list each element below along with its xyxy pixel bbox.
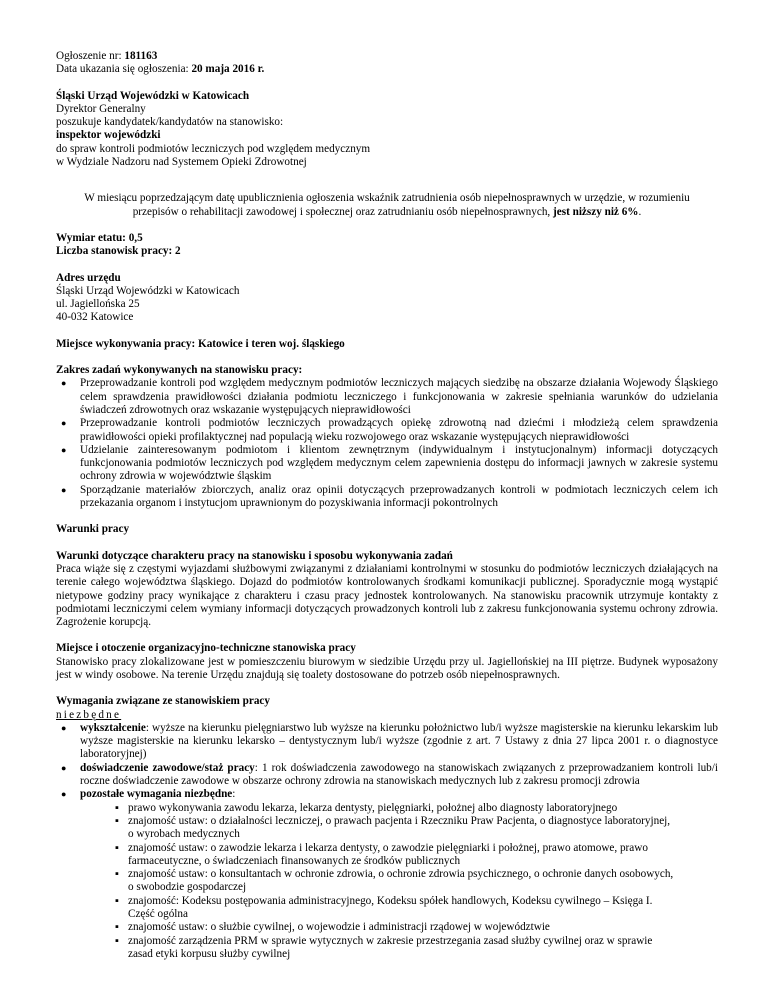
requirement-other: ● pozostałe wymagania niezbędne: ▪ prawo wykonywania zawodu lekarza, lekarza dentysty, pielęgniarki, położnej albo diagnosty laboratoryjnego ▪ znajomość ustaw: o działalności leczniczej, o prawach pacjenta i Rzeczniku Praw Pacjenta, o diagnostyce laboratoryjnej, o wyrobach medycznych ▪ znajomość ustaw: o zawodzie lekarza i lekarza dentysty, o zawodzie pielęgniarki i położnej, prawo atomowe, prawo farmaceutyczne, o świadczeniach finansowanych ze środków publicznych ▪ znajomość ustaw: o konsultantach w ochronie zdrowia, o ochronie zdrowia psychicznego, o ochronie danych osobowych, o swobodzie gospodarczej ▪ znajomość: Kodeksu postępowania administracyjnego, Kodeksu spółek handlowych, Kodeksu cywilnego – Księga I. Część ogólna ▪ znajomość ustaw: o służbie cywilnej, o wojewodzie i administracji rządowej w województwie ▪ znajomość zarządzenia PRM w sprawie wytycznych w zakresie przestrzegania zasad służby cywilnej oraz w sprawie zasad etyki korpusu służby cywilnej xyxy=(56,788,718,961)
work-character-title: Warunki dotyczące charakteru pracy na stanowisku i sposobu wykonywania zadań xyxy=(56,549,453,562)
address-line-1: Śląski Urząd Wojewódzki w Katowicach xyxy=(56,284,240,297)
positions-count: Liczba stanowisk pracy: 2 xyxy=(56,245,181,258)
address-title: Adres urzędu xyxy=(56,271,121,284)
employment-notice: W miesiącu poprzedzającym datę upublicznienia ogłoszenia wskaźnik zatrudnienia osób niepełnosprawnych w urzędzie, w rozumieniu przepisów o rehabilitacji zawodowej i społecznej oraz zatrudnianiu osób niepełnosprawnych, jest niższy niż 6%. xyxy=(84,192,690,218)
other-requirement-item: ▪ prawo wykonywania zawodu lekarza, lekarza dentysty, pielęgniarki, położnej albo diagnosty laboratoryjnego xyxy=(80,802,718,815)
requirements-necessary-label: niezbędne xyxy=(56,708,122,721)
other-requirement-item: ▪ znajomość ustaw: o działalności leczniczej, o prawach pacjenta i Rzeczniku Praw Pacjenta, o diagnostyce laboratoryjnej, o wyrobach medycznych xyxy=(80,815,718,842)
work-environment-text: Stanowisko pracy zlokalizowane jest w pomieszczeniu biurowym w siedzibie Urzędu przy ul. Jagiellońskiej na III piętrze. Budynek wyposażony jest w windy osobowe. Na terenie Urzędu znajdują się toalety dostosowane do potrzeb osób niepełnosprawnych. xyxy=(56,655,718,681)
etat-size: Wymiar etatu: 0,5 xyxy=(56,231,143,244)
employer-seeking: poszukuje kandydatek/kandydatów na stanowisko: xyxy=(56,116,284,129)
other-requirement-item: ▪ znajomość zarządzenia PRM w sprawie wytycznych w zakresie przestrzegania zasad służby cywilnej oraz w sprawie zasad etyki korpusu służby cywilnej xyxy=(80,935,718,962)
ad-number: Ogłoszenie nr: 181163 xyxy=(56,50,158,62)
ad-date: Data ukazania się ogłoszenia: 20 maja 2016 r. xyxy=(56,63,265,76)
other-requirement-item: ▪ znajomość ustaw: o konsultantach w ochronie zdrowia, o ochronie zdrowia psychicznego, o ochronie danych osobowych, o swobodzie gospodarczej xyxy=(80,868,718,895)
requirement-experience: ● doświadczenie zawodowe/staż pracy: 1 rok doświadczenia zawodowego na stanowiskach związanych z przeprowadzaniem kontroli lub/i roczne doświadczenie zawodowe w obszarze ochrony zdrowia na stanowiskach medycznych lub z zakresu promocji zdrowia xyxy=(56,762,718,789)
tasks-list xyxy=(56,377,718,510)
position-department: w Wydziale Nadzoru nad Systemem Opieki Zdrowotnej xyxy=(56,156,307,169)
work-location: Miejsce wykonywania pracy: Katowice i teren woj. śląskiego xyxy=(56,337,345,350)
employer-director: Dyrektor Generalny xyxy=(56,102,146,115)
position-scope: do spraw kontroli podmiotów leczniczych pod względem medycznym xyxy=(56,142,371,155)
requirements-list xyxy=(56,722,718,961)
work-character-text: Praca wiąże się z częstymi wyjazdami służbowymi związanymi z działaniami kontrolnymi w stosunku do podmiotów leczniczych działających na terenie całego województwa śląskiego. Dojazd do podmiotów kontrolowanych środkami komunikacji publicznej. Sporadycznie mogą wystąpić nietypowe godziny pracy wynikające z charakteru i czasu pracy jednostek kontrolowanych. Na stanowisku pracownik utrzymuje kontakty z podmiotami leczniczymi celem wymiany informacji dotyczących prowadzonych kontroli lub z zakresu funkcjonowania systemu ochrony zdrowia. Zagrożenie korupcją. xyxy=(56,562,718,629)
task-item: ● Przeprowadzanie kontroli pod względem medycznym podmiotów leczniczych mających siedzibę na obszarze działania Wojewody Śląskiego celem sprawdzenia prawidłowości działania podmiotu leczniczego i funkcjonowania w zakresie spełniania warunków do udzielania świadczeń zdrowotnych oraz wskazanie występujących nieprawidłowości xyxy=(56,377,718,417)
task-item: ● Sporządzanie materiałów zbiorczych, analiz oraz opinii dotyczących przeprowadzanych kontroli w podmiotach leczniczych celem ich przekazania organom i instytucjom uprawnionym do pozyskiwania informacji pokontrolnych xyxy=(56,484,718,511)
task-item: ● Przeprowadzanie kontroli podmiotów leczniczych prowadzących opiekę zdrowotną nad dziećmi i młodzieżą celem sprawdzenia prawidłowości opieki profilaktycznej nad populacją wieku rozwojowego oraz wskazanie występujących nieprawidłowości xyxy=(56,417,718,444)
work-environment-title: Miejsce i otoczenie organizacyjno-techniczne stanowiska pracy xyxy=(56,642,356,655)
tasks-title: Zakres zadań wykonywanych na stanowisku pracy: xyxy=(56,364,303,377)
other-requirement-item: ▪ znajomość: Kodeksu postępowania administracyjnego, Kodeksu spółek handlowych, Kodeksu cywilnego – Księga I. Część ogólna xyxy=(80,895,718,922)
address-line-2: ul. Jagiellońska 25 xyxy=(56,298,140,311)
other-requirement-item: ▪ znajomość ustaw: o służbie cywilnej, o wojewodzie i administracji rządowej w województwie xyxy=(80,921,718,934)
requirement-education: ● wykształcenie: wyższe na kierunku pielęgniarstwo lub wyższe na kierunku położnictwo lub/i wyższe magisterskie na kierunku lekarskim lub wyższe magisterskie na kierunku lekarsko – dentystycznym lub/i wyższe (zgodnie z art. 7 Ustawy z dnia 27 lipca 2001 r. o diagnostyce laboratoryjnej) xyxy=(56,722,718,762)
employer-name: Śląski Urząd Wojewódzki w Katowicach xyxy=(56,89,250,102)
position-title: inspektor wojewódzki xyxy=(56,129,161,142)
requirements-title: Wymagania związane ze stanowiskiem pracy xyxy=(56,695,270,708)
address-line-3: 40-032 Katowice xyxy=(56,311,134,324)
other-requirement-item: ▪ znajomość ustaw: o zawodzie lekarza i lekarza dentysty, o zawodzie pielęgniarki i położnej, prawo atomowe, prawo farmaceutyczne, o świadczeniach finansowanych ze środków publicznych xyxy=(80,842,718,869)
task-item: ● Udzielanie zainteresowanym podmiotom i klientom zewnętrznym (indywidualnym i instytucjonalnym) informacji dotyczących funkcjonowania podmiotów leczniczych pod względem medycznym celem zapewnienia dostępu do informacji jawnych w zakresie systemu ochrony zdrowia w województwie śląskim xyxy=(56,444,718,484)
conditions-title: Warunki pracy xyxy=(56,523,130,536)
other-requirements-list xyxy=(80,802,718,962)
